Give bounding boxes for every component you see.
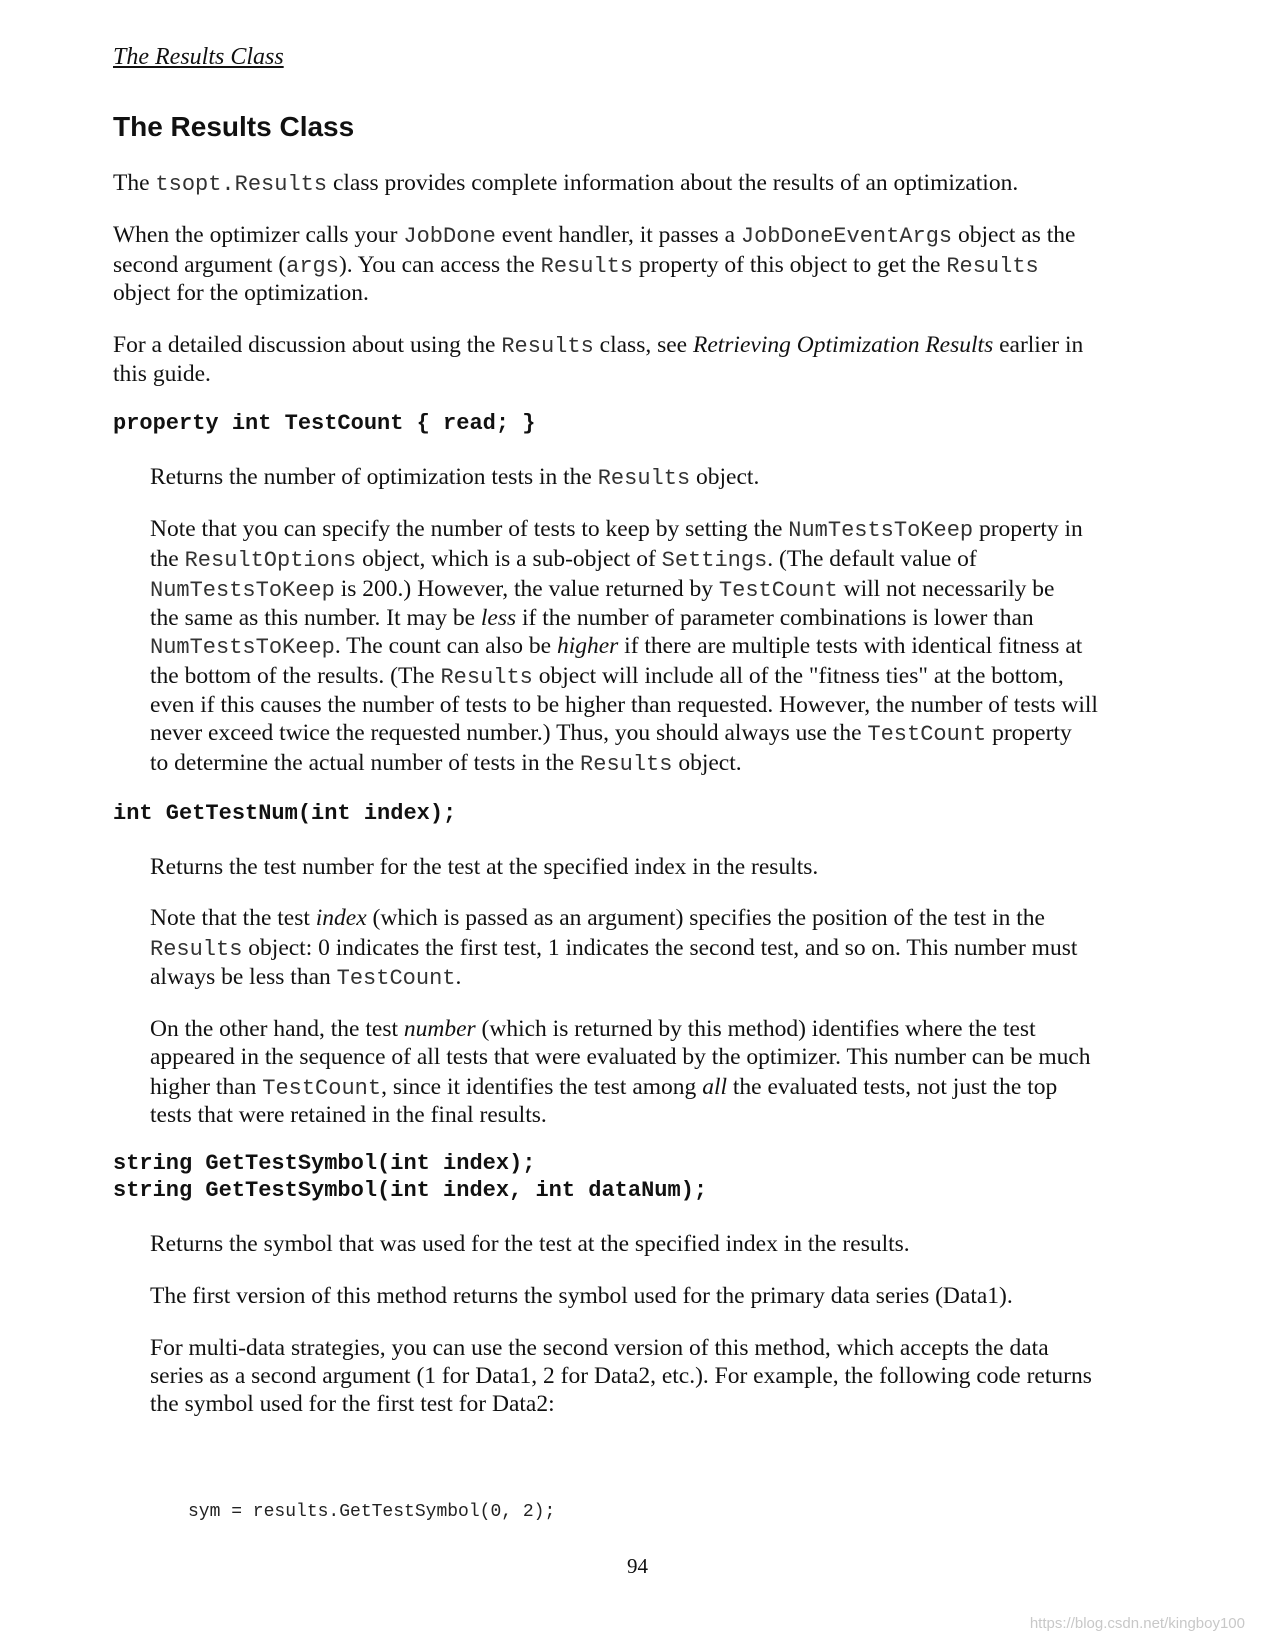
document-page: The Results Class The Results Class The tsopt.Results class provides complete information about the results of an optimization. When the optimizer calls your JobDone event handler, it passes a JobDoneEventArgs object as the second argument (args). You can access the Results property of this object to get the Results object for the optimization. For a detailed discussion about using the Results class, see Retrieving Optimization Results earlier in this guide. property int TestCount { read; } Returns the number of optimization tests in the Results object. Note that you can specify the number of tests to keep by setting the NumTestsToKeep property in the ResultOptions object, which is a sub-object of Settings. (The default value of NumTestsToKeep is 200.) However, the value returned by TestCount will not necessarily be the same as this number. It may be less if the number of parameter combinations is lower than NumTestsToKeep. The count can also be higher if there are multiple tests with identical fitness at the bottom of the results. (The Results object will include all of the "fitness ties" at the bottom, even if this causes the number of tests to be higher than requested. However, the number of tests will never exceed twice the requested number.) Thus, you should always use the TestCount property to determine the actual number of tests in the Results object. int GetTestNum(int index); Returns the test number for the test at the specified index in the results. Note that the test index (which is passed as an argument) specifies the position of the test in the Results object: 0 indicates the first test, 1 indicates the second test, and so on. This number must always be less than TestCount. On the other hand, the test number (which is returned by this method) identifies where the test appeared in the sequence of all tests that were evaluated by the optimizer. This number can be much higher than TestCount, since it identifies the test among all the evaluated tests, not just the top tests that were retained in the final results. string GetTestSymbol(int index); string GetTestSymbol(int index, int dataNum); Returns the symbol that was used for the test at the specified index in the results. The first version of this method returns the symbol used for the primary data series (Data1). For multi-data strategies, you can use the second version of this method, which accepts the data series as a second argument (1 for Data1, 2 for Data2, etc.). For example, the following code returns the symbol used for the first test for Data2: sym = results.GetTestSymbol(0, 2); 94 https://blog.csdn.net/kingboy100 [0,0,1275,1650]
gettestsymbol-signature-2: string GetTestSymbol(int index, int dataNum); [113,1178,708,1203]
testcount-signature: property int TestCount { read; } [113,411,536,436]
gettestnum-summary: Returns the test number for the test at the specified index in the results. [150,854,819,880]
page-title: The Results Class [113,111,355,142]
running-header: The Results Class [113,44,284,70]
gettestnum-signature: int GetTestNum(int index); [113,801,457,826]
gettestsymbol-signature-1: string GetTestSymbol(int index); [113,1151,536,1176]
watermark: https://blog.csdn.net/kingboy100 [1029,1615,1245,1632]
testcount-summary: Returns the number of optimization tests in the Results object. [150,464,760,491]
code-sample: sym = results.GetTestSymbol(0, 2); [188,1502,556,1522]
intro-paragraph-1: The tsopt.Results class provides complete information about the results of an optimization. [113,170,1019,197]
gettestsymbol-summary: Returns the symbol that was used for the test at the specified index in the results. [150,1231,910,1257]
page-number: 94 [627,1554,648,1578]
gettestsymbol-first-version: The first version of this method returns the symbol used for the primary data series (Data1). [150,1283,1013,1309]
